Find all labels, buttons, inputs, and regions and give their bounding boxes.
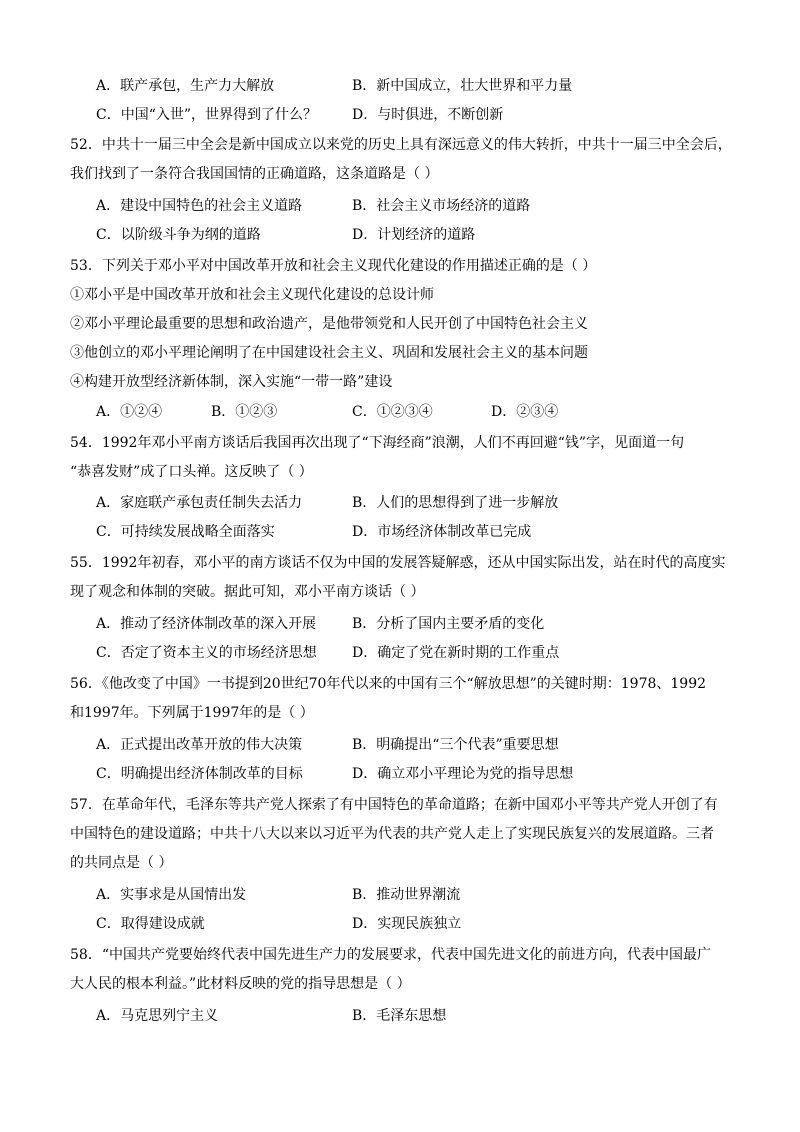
q53-option-c: C．①②③④: [352, 404, 433, 420]
q52-option-a: A．建设中国特色的社会主义道路: [96, 198, 303, 214]
question-55-text-cont: 现了观念和体制的突破。据此可知，邓小平南方谈话（ ）: [70, 584, 425, 600]
q53-statement-4: ④构建开放型经济新体制，深入实施“一带一路”建设: [70, 374, 393, 390]
question-52-text-cont: 我们找到了一条符合我国国情的正确道路，这条道路是（ ）: [70, 166, 439, 182]
q54-option-d: D．市场经济体制改革已完成: [352, 524, 532, 540]
question-57-text-cont-2: 的共同点是（ ）: [70, 855, 173, 871]
question-52-text: 52．中共十一届三中全会是新中国成立以来党的历史上具有深远意义的伟大转折，中共十一届三中全会后，: [70, 137, 732, 153]
q53-option-d: D．②③④: [491, 404, 559, 420]
q57-option-c: C．取得建设成就: [96, 916, 205, 932]
q52-option-c: C．以阶级斗争为纲的道路: [96, 227, 261, 243]
q56-option-c: C．明确提出经济体制改革的目标: [96, 766, 303, 782]
question-54-text-cont: “恭喜发财”成了口头禅。这反映了（ ）: [70, 464, 313, 480]
q53-statement-1: ①邓小平是中国改革开放和社会主义现代化建设的总设计师: [70, 287, 434, 303]
question-57-text-cont-1: 中国特色的建设道路；中共十八大以来以习近平为代表的共产党人走上了实现民族复兴的发展道路。三者: [70, 826, 714, 842]
q58-option-a: A．马克思列宁主义: [96, 1008, 219, 1024]
q55-option-c: C．否定了资本主义的市场经济思想: [96, 645, 317, 661]
q56-option-b: B．明确提出“三个代表”重要思想: [352, 737, 559, 753]
q55-option-b: B．分析了国内主要矛盾的变化: [352, 616, 545, 632]
q55-option-a: A．推动了经济体制改革的深入开展: [96, 616, 317, 632]
q56-option-a: A．正式提出改革开放的伟大决策: [96, 737, 303, 753]
q52-option-d: D．计划经济的道路: [352, 227, 476, 243]
q53-option-b: B．①②③: [211, 404, 278, 420]
q53-option-a: A．①②④: [96, 404, 163, 420]
option-b: B．新中国成立，壮大世界和平力量: [352, 78, 573, 94]
option-d: D．与时俱进，不断创新: [352, 107, 504, 123]
q58-option-b: B．毛泽东思想: [352, 1008, 447, 1024]
option-c: C．中国“入世”，世界得到了什么？: [96, 107, 318, 123]
q53-statement-3: ③他创立的邓小平理论阐明了在中国建设社会主义、巩固和发展社会主义的基本问题: [70, 345, 588, 361]
question-53-text: 53．下列关于邓小平对中国改革开放和社会主义现代化建设的作用描述正确的是（ ）: [70, 258, 597, 274]
question-57-text: 57．在革命年代，毛泽东等共产党人探索了有中国特色的革命道路；在新中国邓小平等共产党人开创了有: [70, 797, 718, 813]
q54-option-c: C．可持续发展战略全面落实: [96, 524, 275, 540]
option-a: A．联产承包，生产力大解放: [96, 78, 275, 94]
q57-option-a: A．实事求是从国情出发: [96, 887, 247, 903]
question-58-text-cont: 大人民的根本利益。”此材料反映的党的指导思想是（ ）: [70, 976, 411, 992]
q56-option-d: D．确立邓小平理论为党的指导思想: [352, 766, 574, 782]
q57-option-b: B．推动世界潮流: [352, 887, 461, 903]
q52-option-b: B．社会主义市场经济的道路: [352, 198, 531, 214]
q54-option-a: A．家庭联产承包责任制失去活力: [96, 495, 303, 511]
question-56-text: 56．《他改变了中国》一书提到20世纪70年代以来的中国有三个“解放思想”的关键时期：1978、1992: [70, 676, 707, 692]
q57-option-d: D．实现民族独立: [352, 916, 462, 932]
q55-option-d: D．确定了党在新时期的工作重点: [352, 645, 560, 661]
question-56-text-cont: 和1997年。下列属于1997年的是（ ）: [70, 705, 314, 721]
question-55-text: 55．1992年初春，邓小平的南方谈话不仅为中国的发展答疑解惑，还从中国实际出发，站在时代的高度实: [70, 555, 726, 571]
question-54-text: 54．1992年邓小平南方谈话后我国再次出现了“下海经商”浪潮，人们不再回避“钱”字，见面道一句: [70, 435, 685, 451]
question-58-text: 58．“中国共产党要始终代表中国先进生产力的发展要求，代表中国先进文化的前进方向，代表中国最广: [70, 947, 711, 963]
q53-statement-2: ②邓小平理论最重要的思想和政治遗产，是他带领党和人民开创了中国特色社会主义: [70, 316, 588, 332]
q54-option-b: B．人们的思想得到了进一步解放: [352, 495, 559, 511]
